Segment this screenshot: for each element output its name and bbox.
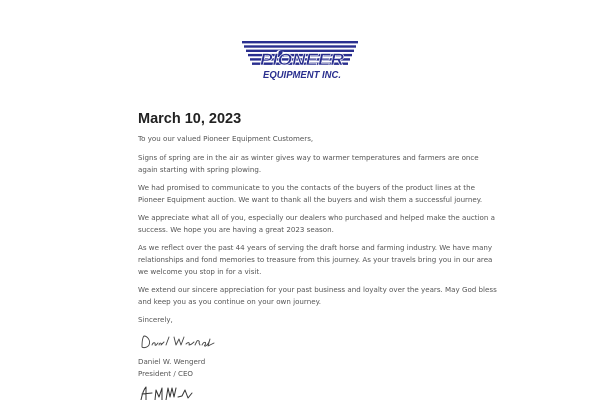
paragraph-line: As we reflect over the past 44 years of serving the draft horse and farming industry. We have many (138, 243, 493, 252)
paragraph-line: Signs of spring are in the air as winter gives way to warmer temperatures and farmers are once (138, 153, 479, 162)
paragraph-line: again starting with spring plowing. (138, 165, 262, 174)
signer-block (138, 356, 470, 380)
paragraph-thanks (138, 284, 497, 308)
paragraph-line: We appreciate what all of you, especially our dealers who purchased and helped make the auction a (138, 213, 495, 222)
signer-title: President / CEO (138, 369, 194, 378)
paragraph-buyers (138, 182, 483, 206)
paragraph-line: Pioneer Equipment auction. We want to thank all the buyers and wish them a successful journey. (138, 195, 483, 204)
paragraph-line: and keep you as you continue on your own journey. (138, 297, 322, 306)
logo-line2: EQUIPMENT INC. (263, 70, 341, 81)
signer-name: Daniel W. Wengerd (138, 357, 206, 366)
pioneer-equipment-logo (242, 41, 358, 83)
logo-line1: PIONEER (260, 50, 345, 69)
paragraph-line: We extend our sincere appreciation for your past business and loyalty over the years. May God bless (138, 285, 497, 294)
paragraph-line: We had promised to communicate to you the contacts of the buyers of the product lines at the (138, 183, 475, 192)
closing-line: Sincerely, (138, 315, 173, 324)
paragraph-spring (138, 152, 479, 176)
handwritten-signature-icon (138, 333, 218, 351)
paragraph-line: relationships and fond memories to treasure from this journey. As your travels bring you in our area (138, 255, 493, 264)
letter-closing (138, 314, 470, 326)
letter-greeting (138, 133, 470, 145)
signature-second (138, 385, 198, 400)
paragraph-line: we welcome you stop in for a visit. (138, 267, 262, 276)
logo-graphic (242, 41, 358, 83)
paragraph-line: success. We hope you are having a great 2023 season. (138, 225, 334, 234)
paragraph-reflection (138, 242, 493, 278)
paragraph-appreciation (138, 212, 495, 236)
letter-date: March 10, 2023 (138, 111, 242, 127)
greeting-line: To you our valued Pioneer Equipment Customers, (138, 134, 314, 143)
signature-daniel (138, 333, 218, 351)
second-signature-icon (138, 385, 198, 400)
